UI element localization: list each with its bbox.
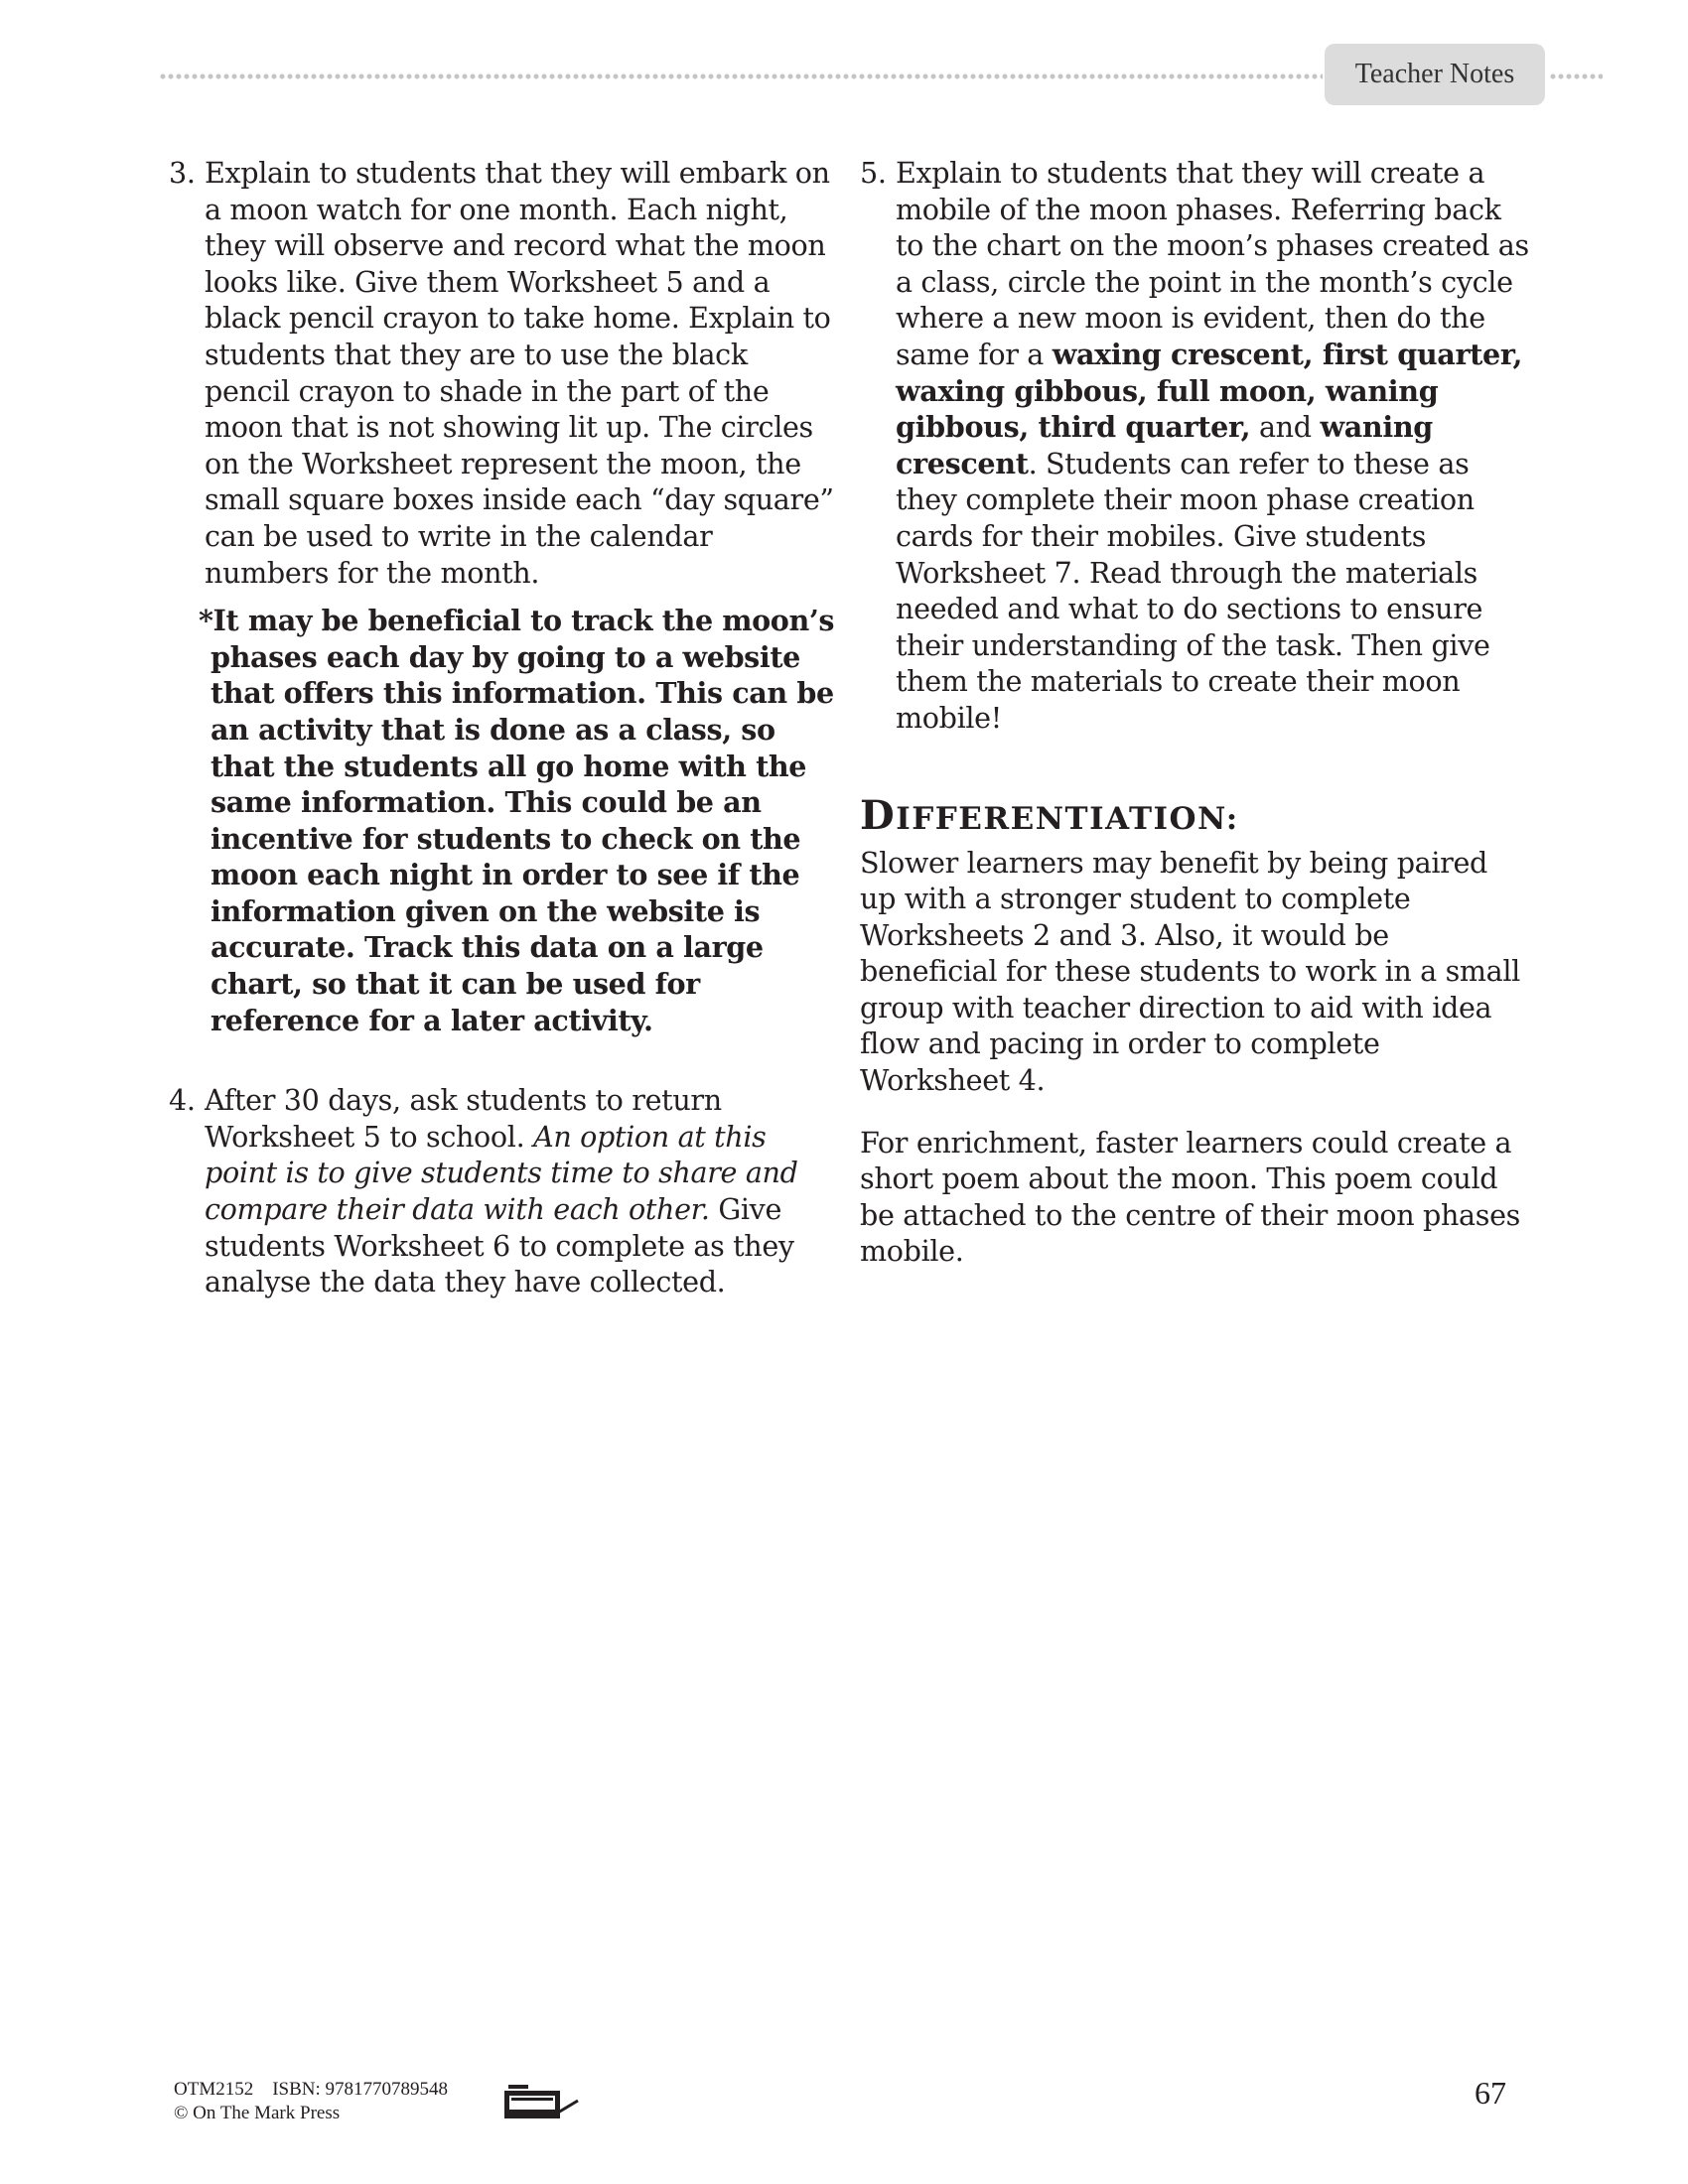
step-3-number: 3. (169, 156, 196, 190)
note-first-line: *It may be beneficial to track the moon’s (199, 604, 835, 638)
footer-copyright: © On The Mark Press (174, 2103, 341, 2123)
step-4-text-end: Give students Worksheet 6 to complete as they analyse the data they have collected. (205, 1192, 794, 1299)
step-4-italic-option: An option at this point is to give students time to share and compare their data with each other. (205, 1119, 798, 1227)
page-number: 67 (1475, 2075, 1506, 2111)
step-4-text-start: After 30 days, ask students to return Worksheet 5 to school. (205, 1083, 722, 1154)
step-4-number: 4. (169, 1083, 196, 1118)
left-column (169, 155, 839, 1300)
step-4 (169, 1082, 839, 1300)
step-5-text-end: . Students can refer to these as they complete their moon phase creation cards for their mobiles. Give students Worksheet 7. Read through the materials needed and what to do sections to ensure their understanding of the task. Then give them the materials to create their moon mobile! (896, 446, 1490, 735)
right-column (860, 155, 1531, 1270)
teacher-tip-note (169, 603, 839, 1038)
step-3 (169, 155, 839, 591)
differentiation-heading (860, 737, 1531, 845)
step-5-text (896, 155, 1531, 737)
section-tab-label: Teacher Notes (1354, 59, 1515, 89)
note-body: phases each day by going to a website that offers this information. This can be an activity that is done as a class, so that the students all go home with the same information. This could be an incentive for students to check on the moon each night in order to see if the information given on the website is accurate. Track this data on a large chart, so that it can be used for reference for a later activity. (211, 639, 834, 1037)
differentiation-paragraph-slower-learners: Slower learners may benefit by being paired up with a stronger student to complete Worksheets 2 and 3. Also, it would be beneficial for these students to work in a small group with teacher direction to aid with idea flow and pacing in order to complete Worksheet 4. (860, 845, 1520, 1098)
step-5-and: and (1250, 410, 1321, 445)
step-4-text (205, 1082, 839, 1300)
step-5-text-start: Explain to students that they will create a mobile of the moon phases. Referring back to the chart on the moon’s phases created as a class, circle the point in the month’s cycle where a new moon is evident, then do the same for a (896, 156, 1529, 371)
on-the-mark-press-logo-icon (502, 2081, 580, 2120)
header-dotted-rule-left (159, 72, 1323, 80)
section-tab-teacher-notes (1325, 44, 1545, 105)
step-5-waning-crescent: waning crescent (896, 410, 1433, 480)
differentiation-paragraph-enrichment: For enrichment, faster learners could create a short poem about the moon. This poem could be attached to the centre of their moon phases mobile. (860, 1125, 1520, 1269)
footer-code-isbn: OTM2152 ISBN: 9781770789548 (174, 2079, 449, 2100)
step-3-text: Explain to students that they will embark on a moon watch for one month. Each night, they will observe and record what the moon looks like. Give them Worksheet 5 and a black pencil crayon to take home. Explain to students that they are to use the black pencil crayon to shade in the part of the moon that is not showing lit up. The circles on the Worksheet represent the moon, the small square boxes inside each “day square” can be used to write in the calendar numbers for the month. (205, 156, 834, 590)
step-5 (860, 155, 1531, 737)
heading-rest: IFFERENTIATION: (896, 800, 1239, 837)
footer-publication-info (174, 2078, 448, 2125)
header-dotted-rule-right (1549, 72, 1603, 80)
heading-initial: D (860, 791, 897, 839)
step-5-number: 5. (860, 156, 887, 190)
step-5-phase-names: waxing crescent, first quarter, waxing gibbous, full moon, waning gibbous, third quarter, (896, 337, 1523, 445)
